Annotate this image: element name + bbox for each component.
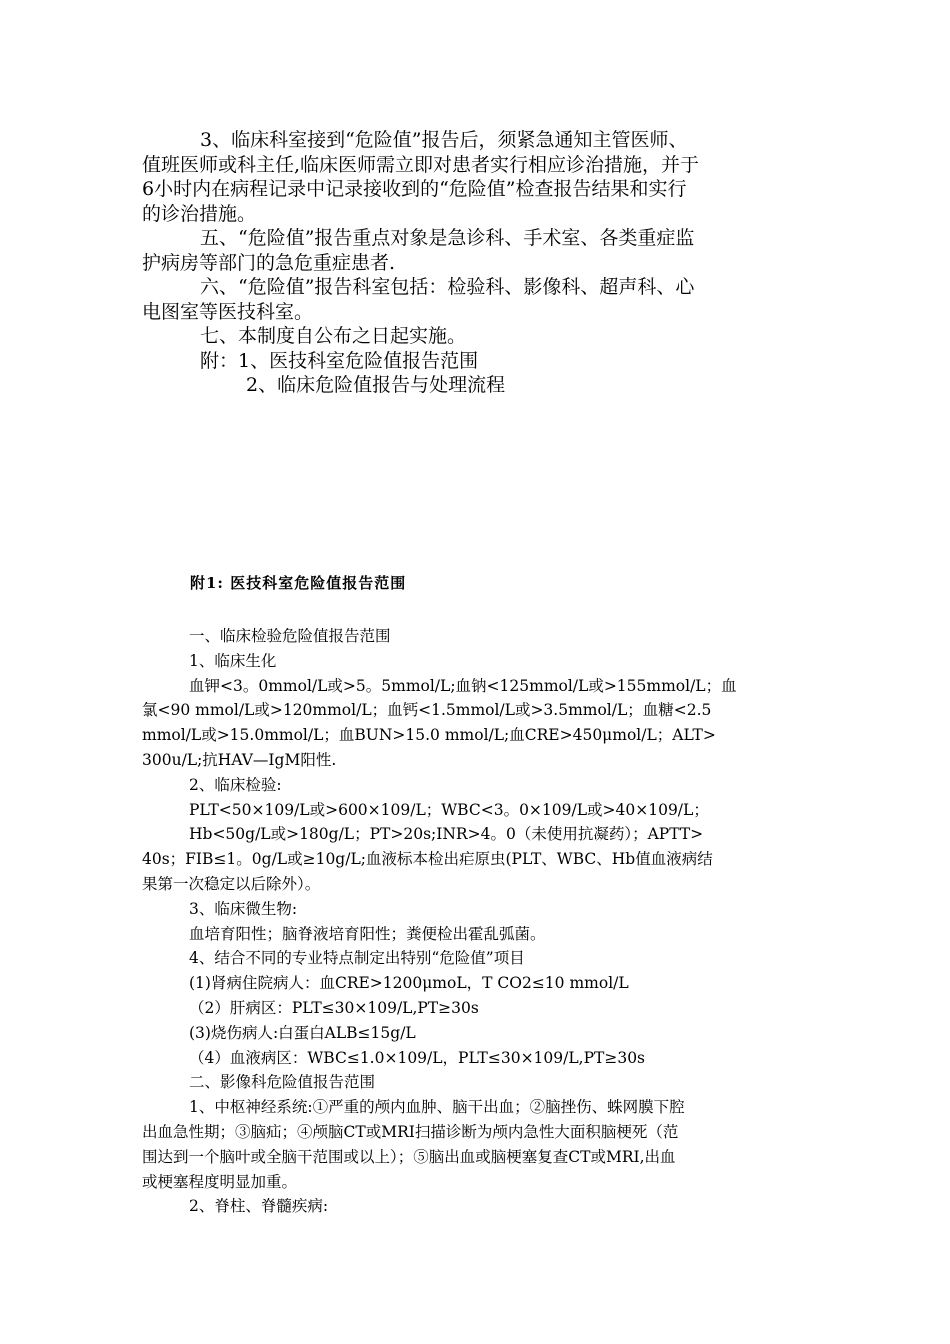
paragraph-line: 300u/L;抗HAV—IgM阳性.: [142, 750, 337, 769]
regulation-section: [142, 128, 822, 398]
paragraph-line: 3、临床科室接到“危险值”报告后，须紧急通知主管医师、: [200, 129, 688, 151]
paragraph-line: 1、临床生化: [189, 651, 277, 670]
paragraph-line: 血钾<3。0mmol/L或>5。5mmol/L;血钠<125mmol/L或>155mmol/L；血: [189, 676, 737, 695]
paragraph-line: 2、脊柱、脊髓疾病:: [189, 1197, 329, 1216]
paragraph-line: 果第一次稳定以后除外）。: [142, 874, 321, 893]
paragraph-line: PLT<50×109/L或>600×109/L；WBC<3。0×109/L或>40×109/L；: [189, 800, 709, 819]
paragraph-line: 6小时内在病程记录中记录接收到的“危险值”检查报告结果和实行: [142, 178, 687, 200]
paragraph-line: 的诊治措施。: [142, 202, 257, 225]
attachment-body: [142, 624, 822, 1219]
paragraph-line: 六、“危险值”报告科室包括：检验科、影像科、超声科、心: [200, 276, 695, 298]
paragraph-line: 值班医师或科主任,临床医师需立即对患者实行相应诊治措施，并于: [142, 153, 700, 176]
paragraph-line: （4）血液病区：WBC≤1.0×109/L，PLT≤30×109/L,PT≥30s: [189, 1048, 646, 1067]
paragraph-line: 氯<90 mmol/L或>120mmol/L；血钙<1.5mmol/L或>3.5mmol/L；血糖<2.5: [142, 701, 712, 720]
paragraph-line: 3、临床微生物:: [189, 899, 298, 918]
paragraph-line: Hb<50g/L或>180g/L；PT>20s;INR>4。0（未使用抗凝药）；APTT>: [189, 825, 704, 844]
paragraph-line: (3)烧伤病人:白蛋白ALB≤15g/L: [189, 1023, 416, 1042]
paragraph-line: 护病房等部门的急危重症患者.: [142, 251, 396, 274]
paragraph-line: 2、临床检验:: [189, 775, 282, 794]
paragraph-line: 血培育阳性；脑脊液培育阳性；粪便检出霍乱弧菌。: [189, 924, 546, 943]
paragraph-line: 1、中枢神经系统:①严重的颅内血肿、脑干出血；②脑挫伤、蛛网膜下腔: [189, 1098, 685, 1117]
paragraph-line: 二、影像科危险值报告范围: [189, 1073, 376, 1092]
paragraph-line: 出血急性期；③脑疝；④颅脑CT或MRI扫描诊断为颅内急性大面积脑梗死（范: [142, 1122, 679, 1141]
paragraph-line: 附：1、医技科室危险值报告范围: [200, 349, 479, 372]
paragraph-line: 2、临床危险值报告与处理流程: [246, 374, 506, 396]
paragraph-line: 五、“危险值”报告重点对象是急诊科、手术室、各类重症监: [200, 227, 695, 249]
attachment-title: 附1: 医技科室危险值报告范围: [190, 574, 407, 592]
paragraph-line: 七、本制度自公布之日起实施。: [200, 325, 467, 347]
paragraph-line: 或梗塞程度明显加重。: [142, 1172, 298, 1191]
paragraph-line: (1)肾病住院病人：血CRE>1200μmoL，T CO2≤10 mmol/L: [189, 974, 629, 993]
paragraph-line: 40s；FIB≤1。0g/L或≥10g/L;血液标本检出疟原虫(PLT、WBC、Hb值血液病结: [142, 850, 713, 869]
attachment-heading: [142, 571, 822, 595]
paragraph-line: 一、临床检验危险值报告范围: [189, 627, 391, 645]
paragraph-line: mmol/L或>15.0mmol/L；血BUN>15.0 mmol/L;血CRE>450μmol/L；ALT>: [142, 726, 716, 745]
paragraph-line: 电图室等医技科室。: [142, 300, 314, 323]
paragraph-line: 围达到一个脑叶或全脑干范围或以上）；⑤脑出血或脑梗塞复查CT或MRI,出血: [142, 1147, 676, 1166]
paragraph-line: （2）肝病区：PLT≤30×109/L,PT≥30s: [189, 998, 479, 1017]
paragraph-line: 4、结合不同的专业特点制定出特别“危险值”项目: [189, 949, 525, 968]
